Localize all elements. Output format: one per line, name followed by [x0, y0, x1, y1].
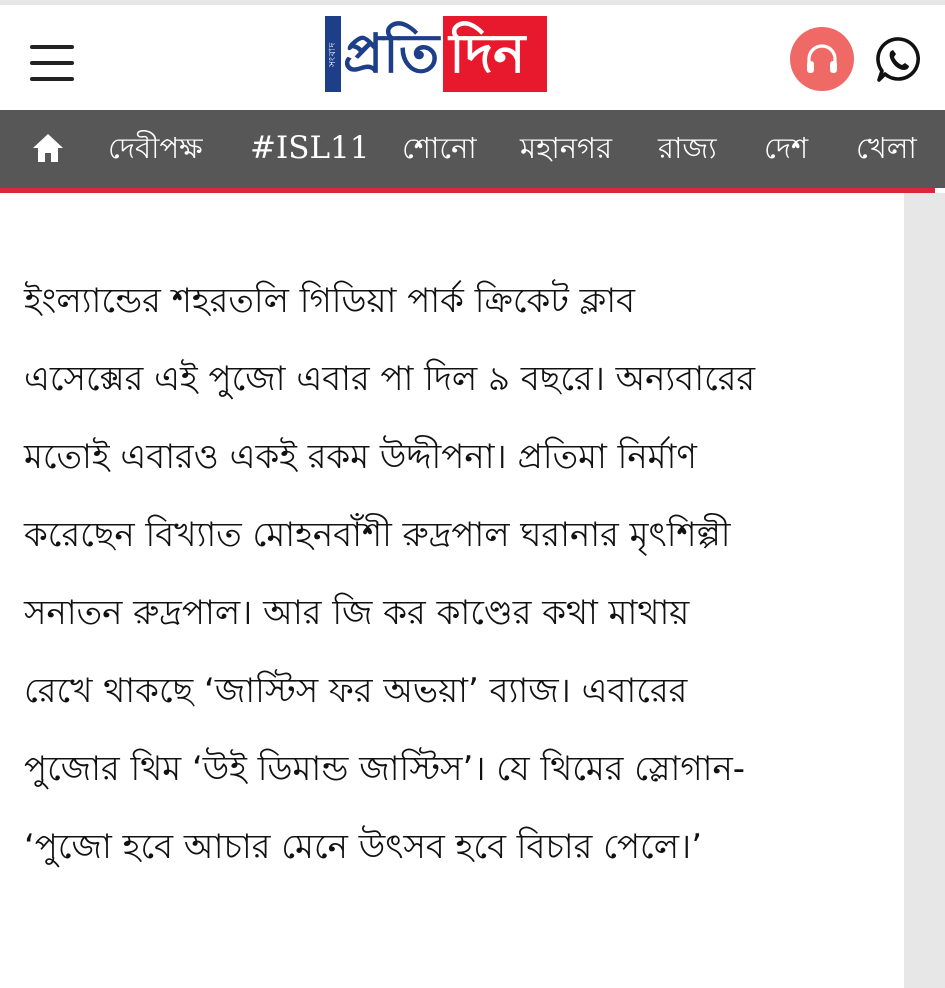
article-body	[24, 262, 884, 886]
home-icon[interactable]	[30, 130, 66, 166]
nav-underline	[0, 188, 935, 193]
nav-item-desh[interactable]: দেশ	[764, 131, 809, 165]
article-line: এসেক্সের এই পুজো এবার পা দিল ৯ বছরে। অন্যবারের	[24, 359, 756, 399]
site-logo[interactable]	[325, 16, 547, 92]
article-line: সনাতন রুদ্রপাল। আর জি কর কাণ্ডের কথা মাথায়	[24, 593, 690, 633]
article-line: রেখে থাকছে ‘জাস্টিস ফর অভয়া’ ব্যাজ। এবারের	[24, 671, 688, 711]
article-line: ইংল্যান্ডের শহরতলি গিডিয়া পার্ক ক্রিকেট ক্লাব	[24, 281, 636, 321]
scrollbar-track[interactable]	[904, 193, 945, 988]
article-line: মতোই এবারও একই রকম উদ্দীপনা। প্রতিমা নির্মাণ	[24, 437, 697, 477]
article-line: ‘পুজো হবে আচার মেনে উৎসব হবে বিচার পেলে।’	[24, 827, 703, 867]
site-header	[0, 5, 945, 110]
logo-strip-text: সংবাদ	[325, 16, 341, 92]
nav-item-khela[interactable]: খেলা	[856, 131, 917, 165]
whatsapp-icon	[874, 35, 924, 85]
nav-item-shono[interactable]: শোনো	[402, 131, 477, 165]
article-line: পুজোর থিম ‘উই ডিমান্ড জাস্টিস’। যে থিমের স্লোগান-	[24, 749, 746, 789]
logo-text-right: দিন	[443, 16, 547, 92]
nav-item-isl11[interactable]: #ISL11	[250, 130, 370, 166]
whatsapp-share-button[interactable]	[874, 35, 924, 85]
hamburger-menu-icon[interactable]	[30, 43, 76, 83]
article-line: করেছেন বিখ্যাত মোহনবাঁশী রুদ্রপাল ঘরানার মৃৎশিল্পী	[24, 515, 731, 555]
logo-text-left: প্রতি	[341, 16, 443, 92]
listen-button[interactable]	[790, 27, 854, 91]
nav-item-rajya[interactable]: রাজ্য	[658, 131, 717, 165]
nav-item-debipaksha[interactable]: দেবীপক্ষ	[108, 131, 203, 165]
nav-item-mahanagar[interactable]: মহানগর	[520, 131, 613, 165]
headphones-icon	[803, 40, 841, 78]
